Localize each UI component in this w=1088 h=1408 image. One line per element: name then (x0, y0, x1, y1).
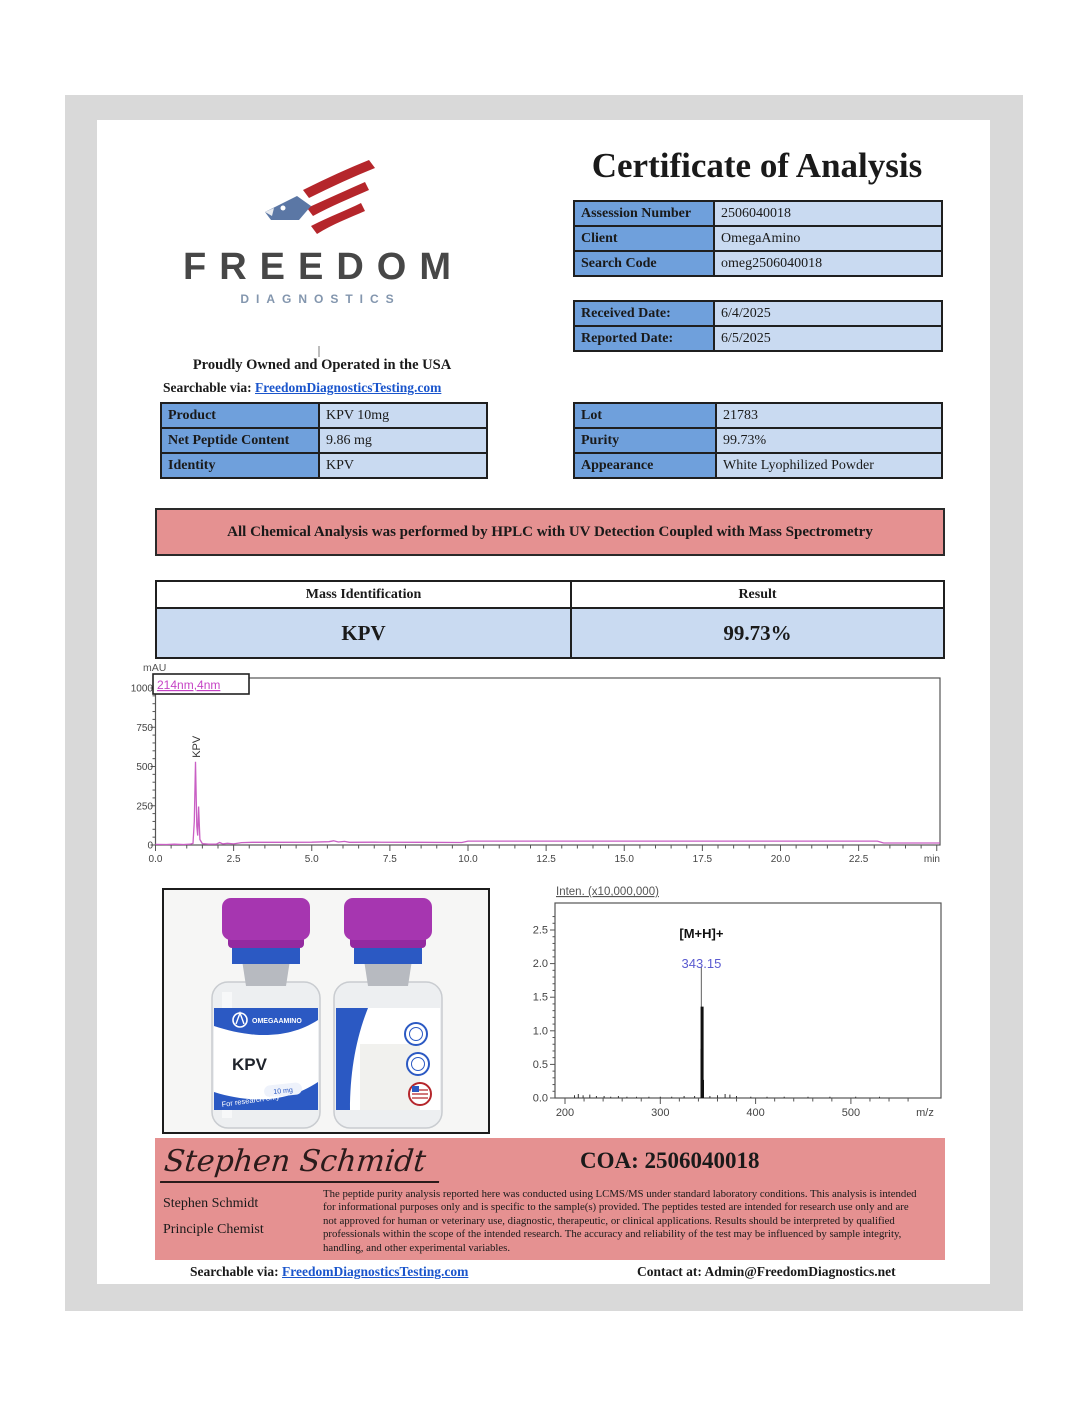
table-row (574, 326, 942, 351)
svg-text:500: 500 (136, 762, 153, 773)
lot-label: Purity (574, 428, 716, 453)
vial-note-text: For research only (221, 1091, 281, 1109)
svg-text:0.0: 0.0 (148, 854, 163, 865)
date-value: 6/4/2025 (714, 301, 942, 326)
lot-label: Appearance (574, 453, 716, 478)
svg-text:0.0: 0.0 (532, 1092, 548, 1105)
svg-text:343.15: 343.15 (681, 956, 722, 971)
coa-number: COA: 2506040018 (580, 1148, 760, 1173)
date-label: Reported Date: (574, 326, 714, 351)
footer-searchable-link[interactable]: FreedomDiagnosticsTesting.com (282, 1264, 469, 1279)
vial-product-text: KPV (232, 1055, 267, 1074)
svg-text:1.0: 1.0 (532, 1025, 548, 1038)
svg-text:mAU: mAU (143, 662, 167, 674)
svg-text:200: 200 (555, 1107, 575, 1119)
vial-dose-text: 10 mg (273, 1086, 294, 1096)
mass-id-value: KPV (156, 608, 571, 658)
svg-text:2.0: 2.0 (532, 958, 548, 971)
svg-text:300: 300 (651, 1107, 670, 1119)
product-label: Identity (161, 453, 319, 478)
svg-text:750: 750 (136, 722, 153, 734)
info-value: OmegaAmino (714, 226, 942, 251)
lot-value: White Lyophilized Powder (716, 453, 942, 478)
svg-text:400: 400 (746, 1107, 765, 1119)
svg-text:5.0: 5.0 (304, 854, 319, 865)
svg-text:1.5: 1.5 (532, 991, 548, 1004)
searchable-label: Searchable via: (163, 380, 255, 395)
table-header-row (156, 581, 944, 608)
logo-subtitle-text: DIAGNOSTICS (240, 292, 401, 306)
svg-text:2.5: 2.5 (226, 854, 241, 865)
signature-section (155, 1138, 945, 1260)
footer-searchable-line (190, 1264, 468, 1280)
svg-text:7.5: 7.5 (382, 854, 397, 865)
date-value: 6/5/2025 (714, 326, 942, 351)
table-row (574, 428, 942, 453)
svg-text:20.0: 20.0 (770, 854, 791, 865)
document-frame (65, 95, 1023, 1311)
svg-text:22.5: 22.5 (848, 854, 869, 865)
analysis-method-banner: All Chemical Analysis was performed by HPLC with UV Detection Coupled with Mass Spectrometry (155, 508, 945, 556)
product-value: KPV 10mg (319, 403, 487, 428)
footer-searchable-label: Searchable via: (190, 1264, 282, 1279)
svg-text:2.5: 2.5 (532, 924, 548, 937)
hplc-chromatogram (127, 660, 952, 895)
info-value: 2506040018 (714, 201, 942, 226)
table-row (574, 301, 942, 326)
table-row (161, 403, 487, 428)
product-value: 9.86 mg (319, 428, 487, 453)
svg-text:12.5: 12.5 (536, 854, 556, 865)
logo-brand-text: FREEDOM (183, 246, 464, 288)
freedom-logo (167, 156, 467, 306)
signatory-name: Stephen Schmidt (163, 1196, 259, 1211)
disclaimer-text: The peptide purity analysis reported here was conducted using LCMS/MS under standard laboratory conditions. This analysis is intended for informational purposes only and is specific to the sample(s) provided. The peptides tested are intended for research use only and are not approved for human or veterinary use, diagnostic, therapeutic, or clinical applications. Results should be interpreted by qualified professionals within the scope of the intended research. The accuracy and reliability of the test may be influenced by sample integrity, handling, and other experimental variables. (323, 1188, 917, 1254)
table-row (574, 453, 942, 478)
mass-identification-table (155, 580, 945, 659)
table-row (574, 226, 942, 251)
lot-value: 99.73% (716, 428, 942, 453)
logo-divider-mark (318, 346, 320, 357)
eagle-logo-icon (257, 156, 377, 244)
vials-illustration (164, 890, 488, 1132)
signatory-role: Principle Chemist (163, 1222, 264, 1237)
searchable-line (163, 380, 441, 396)
svg-text:17.5: 17.5 (692, 854, 713, 865)
svg-text:Inten. (x10,000,000): Inten. (x10,000,000) (556, 886, 659, 898)
page-title: Certificate of Analysis (591, 146, 923, 185)
table-row (574, 201, 942, 226)
svg-text:0: 0 (147, 840, 153, 852)
tagline: Proudly Owned and Operated in the USA (192, 357, 452, 373)
result-header: Result (571, 581, 944, 608)
info-value: omeg2506040018 (714, 251, 942, 276)
svg-text:m/z: m/z (916, 1107, 934, 1119)
mass-id-header: Mass Identification (156, 581, 571, 608)
footer-contact: Contact at: Admin@FreedomDiagnostics.net (637, 1264, 896, 1279)
lot-value: 21783 (716, 403, 942, 428)
mass-spectrum-chart (527, 878, 957, 1133)
date-label: Received Date: (574, 301, 714, 326)
table-row (156, 608, 944, 658)
searchable-link[interactable]: FreedomDiagnosticsTesting.com (255, 380, 442, 395)
product-vials-photo (162, 888, 490, 1134)
svg-text:1000: 1000 (130, 683, 153, 695)
info-table (573, 200, 943, 277)
table-row (161, 428, 487, 453)
product-table (160, 402, 488, 479)
certificate-page (97, 120, 990, 1284)
info-label: Client (574, 226, 714, 251)
svg-text:250: 250 (136, 801, 153, 813)
lot-label: Lot (574, 403, 716, 428)
svg-text:0.5: 0.5 (532, 1058, 548, 1071)
table-row (574, 251, 942, 276)
info-label: Search Code (574, 251, 714, 276)
signature-script: Stephen Schmidt (160, 1144, 444, 1183)
table-row (574, 403, 942, 428)
table-row (161, 453, 487, 478)
lot-table (573, 402, 943, 479)
vial-brand-text: OMEGAAMINO (252, 1018, 302, 1025)
svg-text:214nm,4nm: 214nm,4nm (157, 678, 221, 692)
info-label: Assession Number (574, 201, 714, 226)
vial-front (212, 898, 320, 1128)
result-value: 99.73% (571, 608, 944, 658)
product-label: Product (161, 403, 319, 428)
vial-back (334, 898, 442, 1128)
svg-text:KPV: KPV (191, 735, 204, 758)
label-badges (405, 1023, 431, 1105)
dates-table (573, 300, 943, 352)
svg-text:[M+H]+: [M+H]+ (679, 926, 724, 941)
product-label: Net Peptide Content (161, 428, 319, 453)
svg-text:min: min (923, 854, 940, 865)
svg-text:15.0: 15.0 (614, 854, 634, 865)
svg-text:500: 500 (841, 1107, 861, 1119)
product-value: KPV (319, 453, 487, 478)
svg-text:10.0: 10.0 (458, 854, 478, 865)
